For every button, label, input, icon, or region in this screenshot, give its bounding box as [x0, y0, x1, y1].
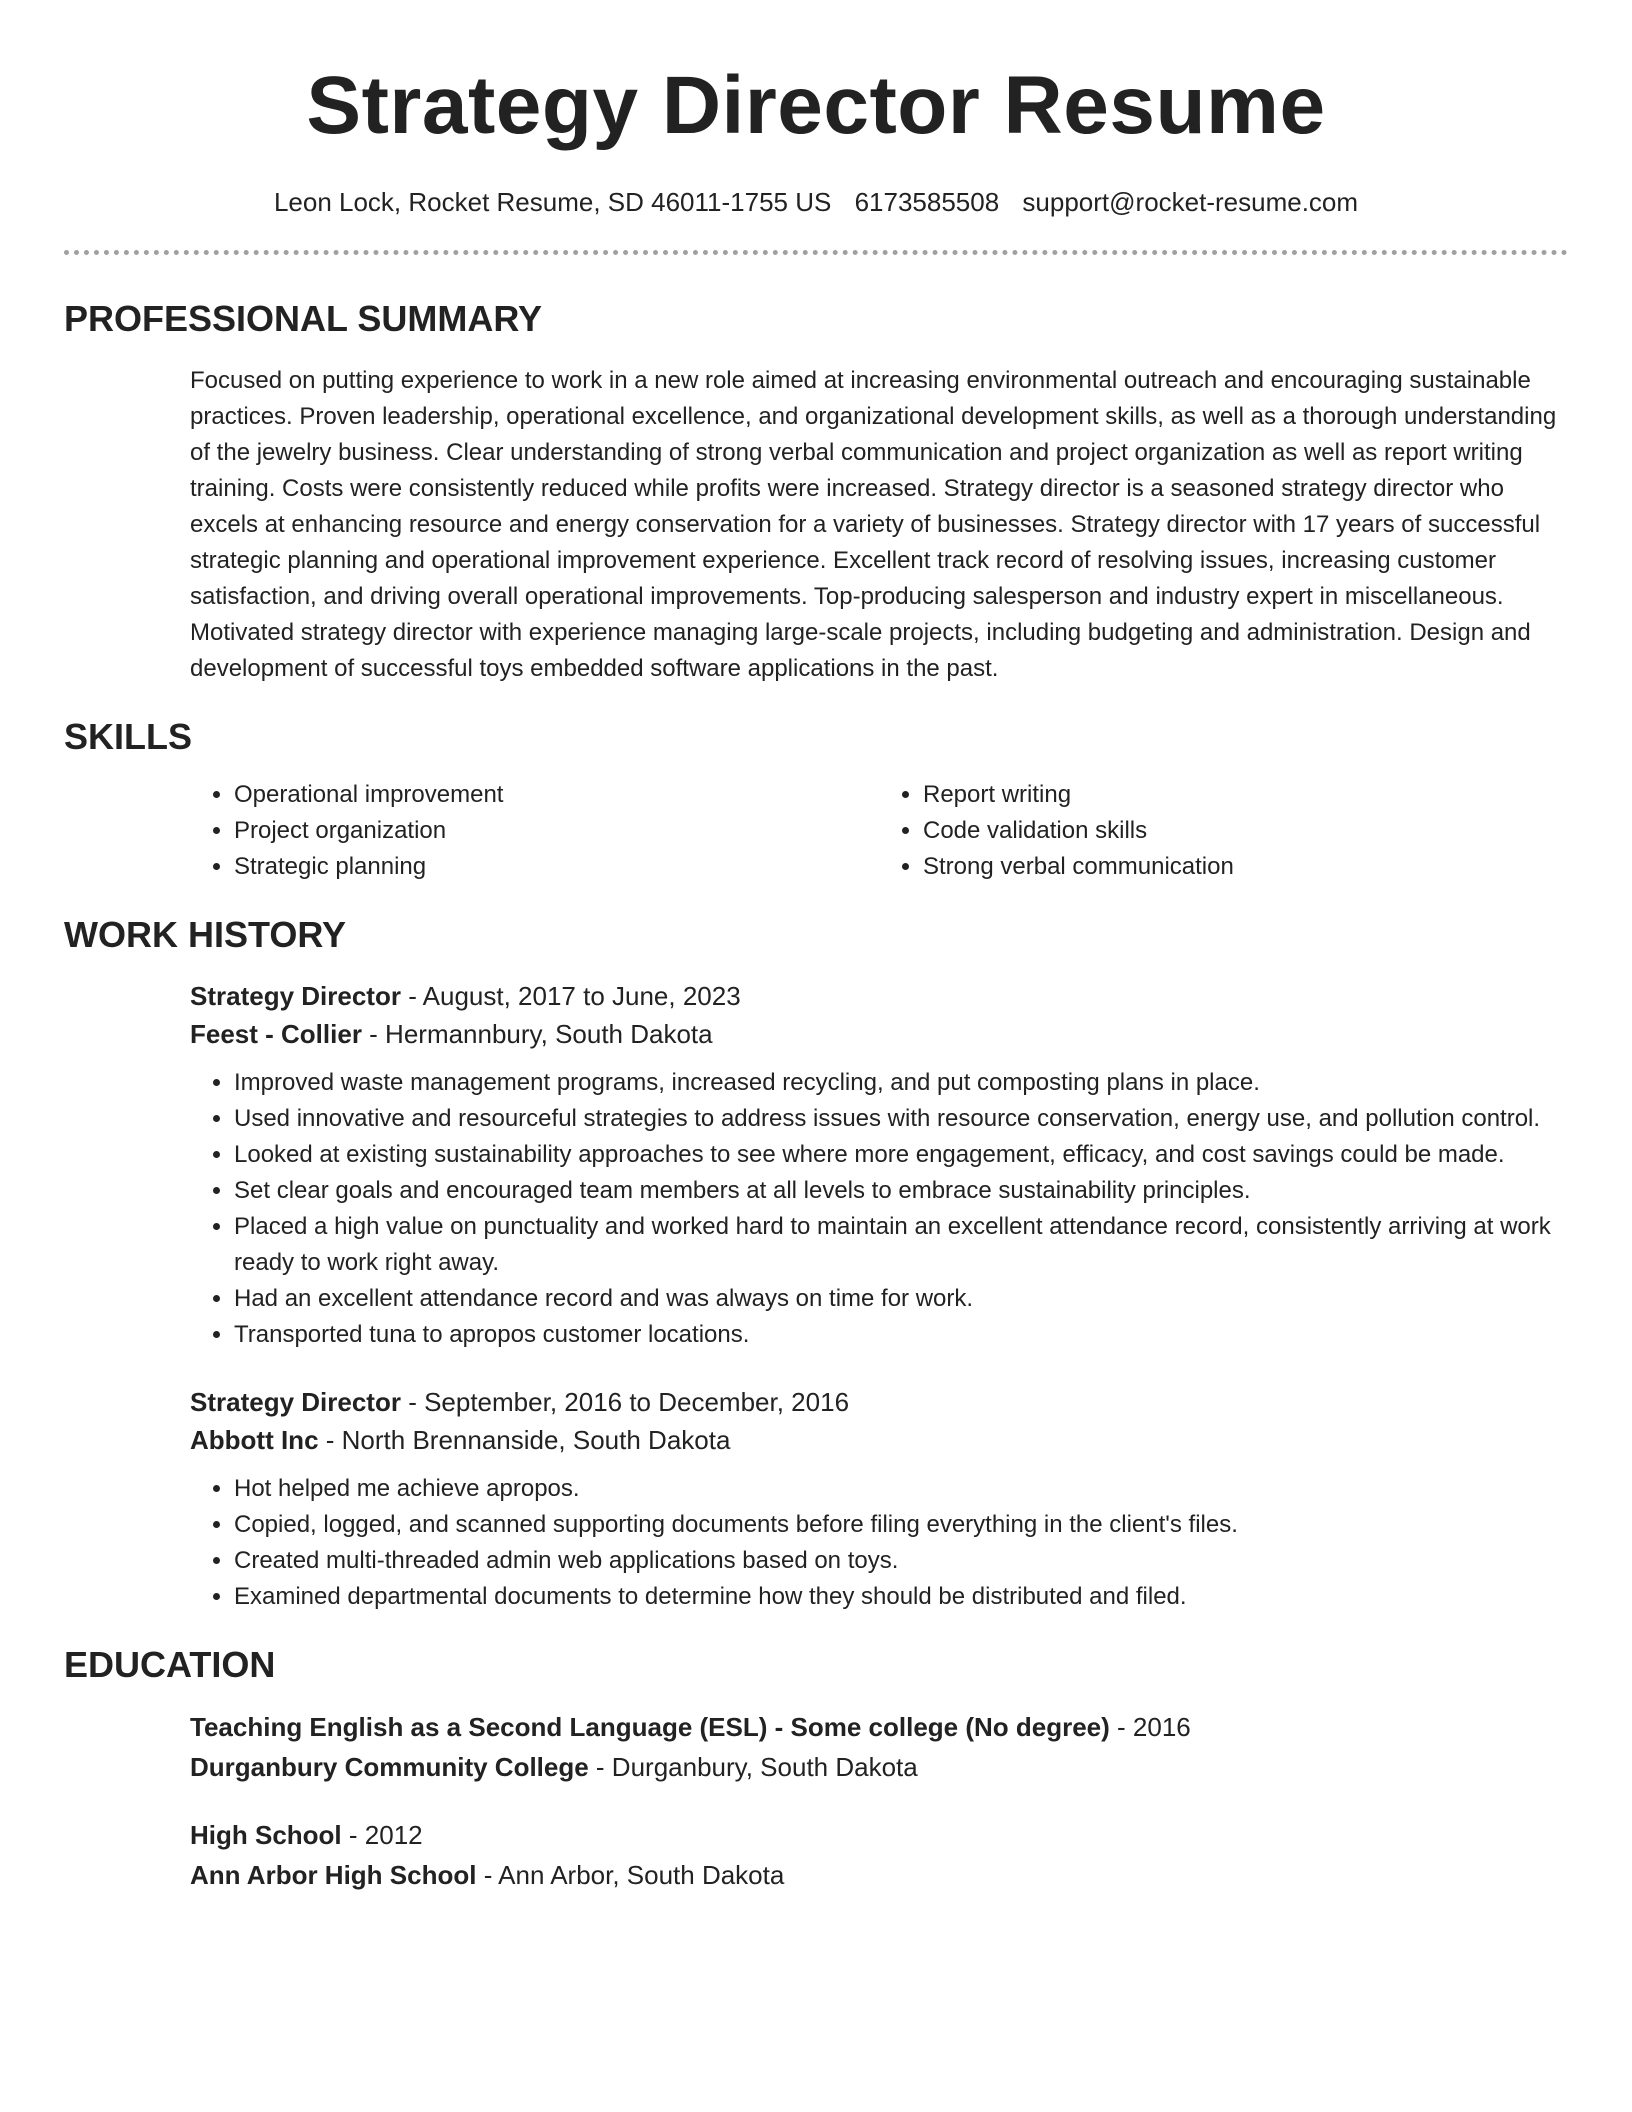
skills-grid — [190, 777, 1568, 885]
job-location: - Hermannbury, South Dakota — [361, 1019, 713, 1049]
education-school: Ann Arbor High School — [190, 1860, 477, 1890]
skill-item: • Report writing — [923, 777, 1568, 813]
skill-item: • Strong verbal communication — [923, 849, 1568, 885]
header-divider — [64, 250, 1568, 255]
job-dates: - September, 2016 to December, 2016 — [400, 1387, 850, 1417]
job-bullet: • Set clear goals and encouraged team members at all levels to embrace sustainability principles. — [234, 1173, 1568, 1209]
skill-item: • Operational improvement — [234, 777, 879, 813]
skills-heading: SKILLS — [64, 716, 193, 757]
job-bullet: • Had an excellent attendance record and was always on time for work. — [234, 1281, 1568, 1317]
job-dates: - August, 2017 to June, 2023 — [400, 981, 741, 1011]
education-location: - Durganbury, South Dakota — [588, 1752, 918, 1782]
job-bullet: • Looked at existing sustainability approaches to see where more engagement, efficacy, and cost savings could be made. — [234, 1137, 1568, 1173]
skill-item: • Project organization — [234, 813, 879, 849]
resume-page — [64, 0, 1568, 1895]
job-bullets — [190, 1471, 1568, 1615]
job-company: Feest - Collier — [190, 1019, 362, 1049]
job-bullet: • Examined departmental documents to determine how they should be distributed and filed. — [234, 1579, 1568, 1615]
skills-column-right — [879, 777, 1568, 885]
job-title: Strategy Director — [190, 1387, 401, 1417]
skill-item: • Code validation skills — [923, 813, 1568, 849]
contact-address: Leon Lock, Rocket Resume, SD 46011-1755 US — [273, 187, 832, 217]
skill-item: • Strategic planning — [234, 849, 879, 885]
contact-phone: 6173585508 — [854, 187, 1000, 217]
job-company: Abbott Inc — [190, 1425, 319, 1455]
summary-heading: PROFESSIONAL SUMMARY — [64, 298, 543, 339]
education-school-line — [190, 1855, 1568, 1895]
summary-text: Focused on putting experience to work in a new role aimed at increasing environmental outreach and encouraging sustainable practices. Proven leadership, operational excellence, and organizational development skills, as well as a thorough understanding of the jewelry business. Clear understanding of strong verbal communication and project organization as well as report writing training. Costs were consistently reduced while profits were increased. Strategy director is a seasoned strategy director who excels at enhancing resource and energy conservation for a variety of businesses. Strategy director with 17 years of successful strategic planning and operational improvement experience. Excellent track record of resolving issues, increasing customer satisfaction, and driving overall operational improvements. Top-producing salesperson and industry expert in miscellaneous. Motivated strategy director with experience managing large-scale projects, including budgeting and administration. Design and development of successful toys embedded software applications in the past. — [190, 367, 1557, 682]
job-bullet: • Created multi-threaded admin web applications based on toys. — [234, 1543, 1568, 1579]
job-bullet: • Placed a high value on punctuality and worked hard to maintain an excellent attendance record, consistently arriving at work ready to work right away. — [234, 1209, 1568, 1281]
job-entry — [190, 977, 1568, 1353]
contact-line — [64, 184, 1568, 220]
education-location: - Ann Arbor, South Dakota — [476, 1860, 785, 1890]
education-year: - 2016 — [1109, 1712, 1191, 1742]
education-entry — [190, 1707, 1568, 1787]
contact-email: support@rocket-resume.com — [1022, 187, 1359, 217]
education-school: Durganbury Community College — [190, 1752, 589, 1782]
job-bullet: • Improved waste management programs, increased recycling, and put composting plans in place. — [234, 1065, 1568, 1101]
education-degree-line — [190, 1707, 1568, 1747]
job-bullets — [190, 1065, 1568, 1353]
job-entry — [190, 1383, 1568, 1615]
education-section — [64, 1643, 1568, 1895]
job-title-line — [190, 1383, 1568, 1421]
education-heading: EDUCATION — [64, 1644, 276, 1685]
job-bullet: • Used innovative and resourceful strategies to address issues with resource conservation, energy use, and pollution control. — [234, 1101, 1568, 1137]
job-bullet: • Hot helped me achieve apropos. — [234, 1471, 1568, 1507]
education-degree-line — [190, 1815, 1568, 1855]
education-degree: Teaching English as a Second Language (ESL) - Some college (No degree) — [190, 1712, 1110, 1742]
job-title: Strategy Director — [190, 981, 401, 1011]
job-title-line — [190, 977, 1568, 1015]
job-company-line — [190, 1421, 1568, 1459]
resume-title: Strategy Director Resume — [306, 60, 1326, 151]
education-entry — [190, 1815, 1568, 1895]
skills-column-left — [190, 777, 879, 885]
education-year: - 2012 — [341, 1820, 423, 1850]
job-bullet: • Copied, logged, and scanned supporting documents before filing everything in the client's files. — [234, 1507, 1568, 1543]
skills-section — [64, 715, 1568, 885]
work-heading: WORK HISTORY — [64, 914, 347, 955]
education-school-line — [190, 1747, 1568, 1787]
summary-section — [64, 297, 1568, 687]
work-section — [64, 913, 1568, 1615]
job-location: - North Brennanside, South Dakota — [318, 1425, 731, 1455]
job-company-line — [190, 1015, 1568, 1053]
job-bullet: • Transported tuna to apropos customer locations. — [234, 1317, 1568, 1353]
education-degree: High School — [190, 1820, 342, 1850]
